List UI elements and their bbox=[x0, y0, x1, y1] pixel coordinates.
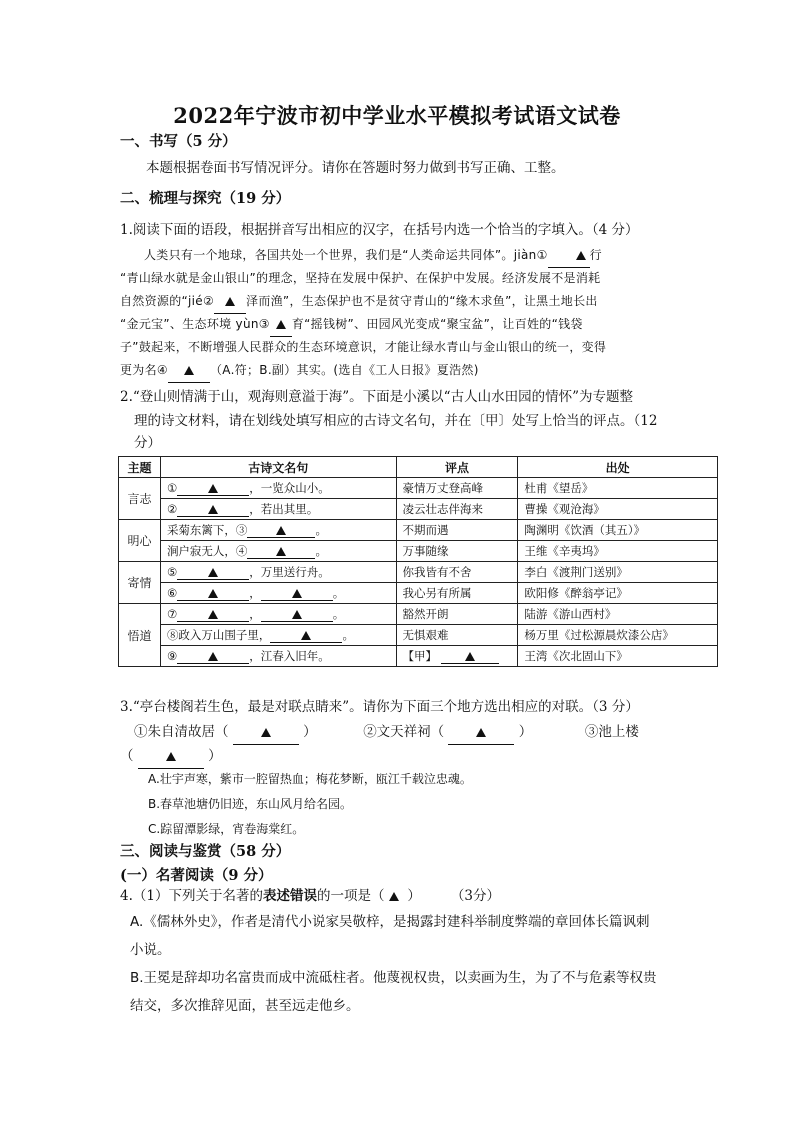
q2-prompt-line-1: 2.“登山则情满于山，观海则意溢于海”。下面是小溪以“古人山水田园的情怀”为专题整 bbox=[120, 389, 633, 405]
verse-post: ， bbox=[249, 607, 261, 621]
verse-post: 。 bbox=[342, 628, 354, 642]
section-3-heading: 三、阅读与鉴赏（58 分） bbox=[120, 843, 291, 860]
q1-text-3a: 自然资源的“jié② bbox=[120, 294, 215, 308]
answer-triangle-icon bbox=[208, 589, 218, 598]
q1-blank-2[interactable] bbox=[214, 290, 246, 314]
q4-score: （3分） bbox=[450, 888, 500, 904]
answer-triangle-icon bbox=[166, 752, 176, 761]
q3-blank-1[interactable] bbox=[233, 720, 299, 745]
exam-title: 2022年宁波市初中学业水平模拟考试语文试卷 bbox=[173, 103, 621, 128]
header-source: 出处 bbox=[518, 457, 718, 478]
answer-triangle-icon bbox=[576, 251, 586, 260]
verse-cell bbox=[160, 541, 396, 562]
answer-triangle-icon bbox=[208, 610, 218, 619]
theme-cell: 寄情 bbox=[119, 562, 161, 604]
q4-option-a-line-1: A.《儒林外史》，作者是清代小说家吴敬梓，是揭露封建科举制度弊端的章回体长篇讽刺 bbox=[130, 914, 650, 930]
q1-text-6a: 更为名④ bbox=[120, 363, 168, 377]
answer-triangle-icon bbox=[208, 568, 218, 577]
verse-blank[interactable] bbox=[177, 649, 249, 664]
q1-line-4 bbox=[120, 313, 692, 337]
verse-post: 。 bbox=[332, 607, 345, 621]
table-row bbox=[119, 520, 718, 541]
q3-close-1: ） bbox=[303, 724, 317, 740]
verse-cell bbox=[160, 583, 396, 604]
table-row bbox=[119, 625, 718, 646]
verse-post: 。 bbox=[315, 523, 327, 537]
q2-prompt-line-3: 分） bbox=[134, 435, 161, 451]
q1-text-4a: “金元宝”、生态环境 yùn③ bbox=[120, 317, 270, 331]
comment-cell: 凌云壮志伴海来 bbox=[396, 499, 518, 520]
section-3-sub-heading: (一）名著阅读（9 分） bbox=[120, 867, 273, 884]
verse-blank[interactable] bbox=[177, 586, 249, 601]
q1-text-1: 人类只有一个地球，各国共处一个世界，我们是“人类命运共同体”。jiàn① bbox=[144, 248, 548, 262]
q1-line-5: 子”鼓起来，不断增强人民群众的生态环境意识，才能让绿水青山与金山银山的统一，变得 bbox=[120, 340, 607, 354]
q1-line-3 bbox=[120, 290, 692, 314]
q4-prompt-c: ） bbox=[407, 888, 421, 904]
comment-cell: 豁然开朗 bbox=[396, 604, 518, 625]
answer-triangle-icon bbox=[208, 652, 218, 661]
q4-option-a-line-2: 小说。 bbox=[130, 942, 171, 958]
verse-post: ，万里送行舟。 bbox=[249, 565, 330, 579]
verse-pre: ① bbox=[166, 481, 178, 495]
answer-triangle-icon bbox=[292, 589, 302, 598]
q4-prompt-emphasis: 表述错误 bbox=[262, 888, 317, 904]
q4-prompt bbox=[120, 884, 500, 908]
q1-line-2: “青山绿水就是金山银山”的理念，坚持在发展中保护、在保护中发展。经济发展不是消耗 bbox=[120, 271, 601, 285]
comment-cell: 我心另有所属 bbox=[396, 583, 518, 604]
comment-jia-blank[interactable] bbox=[441, 649, 499, 664]
q1-blank-3[interactable] bbox=[270, 313, 292, 337]
comment-cell: 无惧艰难 bbox=[396, 625, 518, 646]
answer-triangle-icon bbox=[276, 320, 286, 329]
q3-place-3-answer bbox=[120, 744, 222, 769]
q3-place-3: ③池上楼 bbox=[584, 724, 639, 740]
answer-triangle-icon bbox=[389, 892, 399, 901]
q3-places bbox=[134, 720, 694, 745]
q1-text-6b: （A.符；B.副）其实。(选自《工人日报》夏浩然) bbox=[209, 363, 479, 377]
verse-post: ，江春入旧年。 bbox=[249, 649, 330, 663]
verse-pre: ⑤ bbox=[166, 565, 178, 579]
verse-pre: 涧户寂无人，④ bbox=[166, 544, 248, 558]
verse-pre: ⑧政入万山围子里， bbox=[166, 628, 271, 642]
q3-option-a: A.壮宇声寒，紫市一腔留热血；梅花梦断，瓯江千载泣忠魂。 bbox=[148, 772, 472, 786]
q3-blank-3[interactable] bbox=[138, 744, 204, 769]
comment-cell: 不期而遇 bbox=[396, 520, 518, 541]
verse-cell bbox=[160, 520, 396, 541]
q3-blank-2[interactable] bbox=[448, 720, 514, 745]
table-row bbox=[119, 604, 718, 625]
verse-post: ，若出其里。 bbox=[249, 502, 319, 516]
header-theme: 主题 bbox=[119, 457, 161, 478]
q4-option-b bbox=[130, 964, 690, 1020]
answer-triangle-icon bbox=[301, 631, 311, 640]
poem-table bbox=[118, 456, 718, 667]
section-1-heading: 一、书写（5 分） bbox=[120, 133, 237, 150]
verse-pre: ⑥ bbox=[166, 586, 178, 600]
q4-option-a bbox=[130, 908, 690, 964]
comment-cell: 豪情万丈登高峰 bbox=[396, 478, 518, 499]
table-row bbox=[119, 646, 718, 667]
verse-cell bbox=[160, 499, 396, 520]
q3-open-3: （ bbox=[120, 748, 134, 764]
table-row bbox=[119, 541, 718, 562]
source-cell: 陆游《游山西村》 bbox=[518, 604, 718, 625]
answer-triangle-icon bbox=[225, 297, 235, 306]
table-header-row bbox=[119, 457, 718, 478]
q3-close-3: ） bbox=[208, 748, 222, 764]
q3-place-1: ①朱自清故居（ bbox=[134, 724, 229, 740]
table-row bbox=[119, 583, 718, 604]
q1-blank-1[interactable] bbox=[548, 244, 590, 268]
verse-pre: ② bbox=[166, 502, 178, 516]
section-2-heading: 二、梳理与探究（19 分） bbox=[120, 190, 291, 207]
answer-triangle-icon bbox=[208, 484, 218, 493]
verse-pre: ⑦ bbox=[166, 607, 178, 621]
q3-option-b: B.春草池塘仍旧迹，东山风月给名园。 bbox=[148, 797, 353, 811]
q3-place-2: ②文天祥祠（ bbox=[363, 724, 445, 740]
verse-blank[interactable] bbox=[261, 607, 333, 622]
q3-close-2: ） bbox=[518, 724, 533, 740]
q4-option-b-line-1: B.王冕是辞却功名富贵而成中流砥柱者。他蔑视权贵，以卖画为生，为了不与危素等权贵 bbox=[130, 970, 657, 986]
table-row bbox=[119, 478, 718, 499]
q4-option-b-line-2: 结交，多次推辞见面，甚至远走他乡。 bbox=[130, 998, 360, 1014]
verse-cell bbox=[160, 562, 396, 583]
source-cell: 王维《辛夷坞》 bbox=[518, 541, 718, 562]
verse-blank[interactable] bbox=[247, 544, 315, 559]
source-cell: 李白《渡荆门送别》 bbox=[518, 562, 718, 583]
verse-cell bbox=[160, 478, 396, 499]
source-cell: 欧阳修《醉翁亭记》 bbox=[518, 583, 718, 604]
q3-prompt: 3.“亭台楼阁若生色，最是对联点睛来”。请你为下面三个地方选出相应的对联。（3 分） bbox=[120, 699, 639, 715]
q1-line-6 bbox=[120, 359, 692, 383]
q2-prompt-line-2: 理的诗文材料，请在划线处填写相应的古诗文名句，并在〔甲〕处写上恰当的评点。（12 bbox=[134, 413, 658, 429]
theme-cell: 言志 bbox=[119, 478, 161, 520]
verse-post: ， bbox=[249, 586, 261, 600]
verse-post: ，一览众山小。 bbox=[249, 481, 330, 495]
q4-prompt-b: 的一项是（ bbox=[316, 888, 385, 904]
answer-triangle-icon bbox=[276, 526, 286, 535]
source-cell: 陶渊明《饮酒（其五）》 bbox=[518, 520, 718, 541]
answer-triangle-icon bbox=[261, 728, 271, 737]
verse-blank[interactable] bbox=[177, 607, 249, 622]
comment-cell: 万事随缘 bbox=[396, 541, 518, 562]
verse-blank[interactable] bbox=[177, 502, 249, 517]
verse-cell bbox=[160, 646, 396, 667]
source-cell: 曹操《观沧海》 bbox=[518, 499, 718, 520]
q1-text-3b: 泽而渔”，生态保护也不是贫守青山的“缘木求鱼”，让黑土地长出 bbox=[246, 294, 598, 308]
answer-triangle-icon bbox=[292, 610, 302, 619]
q1-line-1 bbox=[120, 244, 692, 268]
verse-post: 。 bbox=[315, 544, 327, 558]
source-cell: 王湾《次北固山下》 bbox=[518, 646, 718, 667]
table-row bbox=[119, 499, 718, 520]
source-cell: 杜甫《望岳》 bbox=[518, 478, 718, 499]
q1-blank-4[interactable] bbox=[168, 359, 210, 383]
source-cell: 杨万里《过松源晨炊漆公店》 bbox=[518, 625, 718, 646]
verse-pre: ⑨ bbox=[166, 649, 178, 663]
header-comment: 评点 bbox=[396, 457, 518, 478]
answer-triangle-icon bbox=[276, 547, 286, 556]
verse-pre: 采菊东篱下，③ bbox=[166, 523, 248, 537]
verse-cell bbox=[160, 625, 396, 646]
verse-blank[interactable] bbox=[247, 523, 315, 538]
q1-text-1b: 行 bbox=[589, 248, 602, 262]
q1-prompt: 1.阅读下面的语段，根据拼音写出相应的汉字，在括号内选一个恰当的字填入。（4 分） bbox=[120, 222, 639, 238]
verse-cell bbox=[160, 604, 396, 625]
q4-prompt-a: 4.（1）下列关于名著的 bbox=[120, 888, 263, 904]
table-row bbox=[119, 562, 718, 583]
answer-triangle-icon bbox=[465, 652, 475, 661]
verse-blank[interactable] bbox=[177, 481, 249, 496]
comment-jia-label: 【甲】 bbox=[402, 649, 438, 663]
header-verse: 古诗文名句 bbox=[160, 457, 396, 478]
verse-blank[interactable] bbox=[270, 628, 342, 643]
theme-cell: 悟道 bbox=[119, 604, 161, 667]
q3-option-c: C.踪留潭影绿，宵卷海棠红。 bbox=[148, 822, 305, 836]
section-1-text: 本题根据卷面书写情况评分。请你在答题时努力做到书写正确、工整。 bbox=[146, 160, 565, 176]
comment-cell bbox=[396, 646, 518, 667]
comment-cell: 你我皆有不舍 bbox=[396, 562, 518, 583]
answer-triangle-icon bbox=[184, 366, 194, 375]
theme-cell: 明心 bbox=[119, 520, 161, 562]
answer-triangle-icon bbox=[476, 728, 486, 737]
verse-blank[interactable] bbox=[177, 565, 249, 580]
answer-triangle-icon bbox=[208, 505, 218, 514]
verse-post: 。 bbox=[332, 586, 345, 600]
q1-text-4b: 育“摇钱树”、田园风光变成“聚宝盆”，让百姓的“钱袋 bbox=[291, 317, 583, 331]
verse-blank[interactable] bbox=[261, 586, 333, 601]
